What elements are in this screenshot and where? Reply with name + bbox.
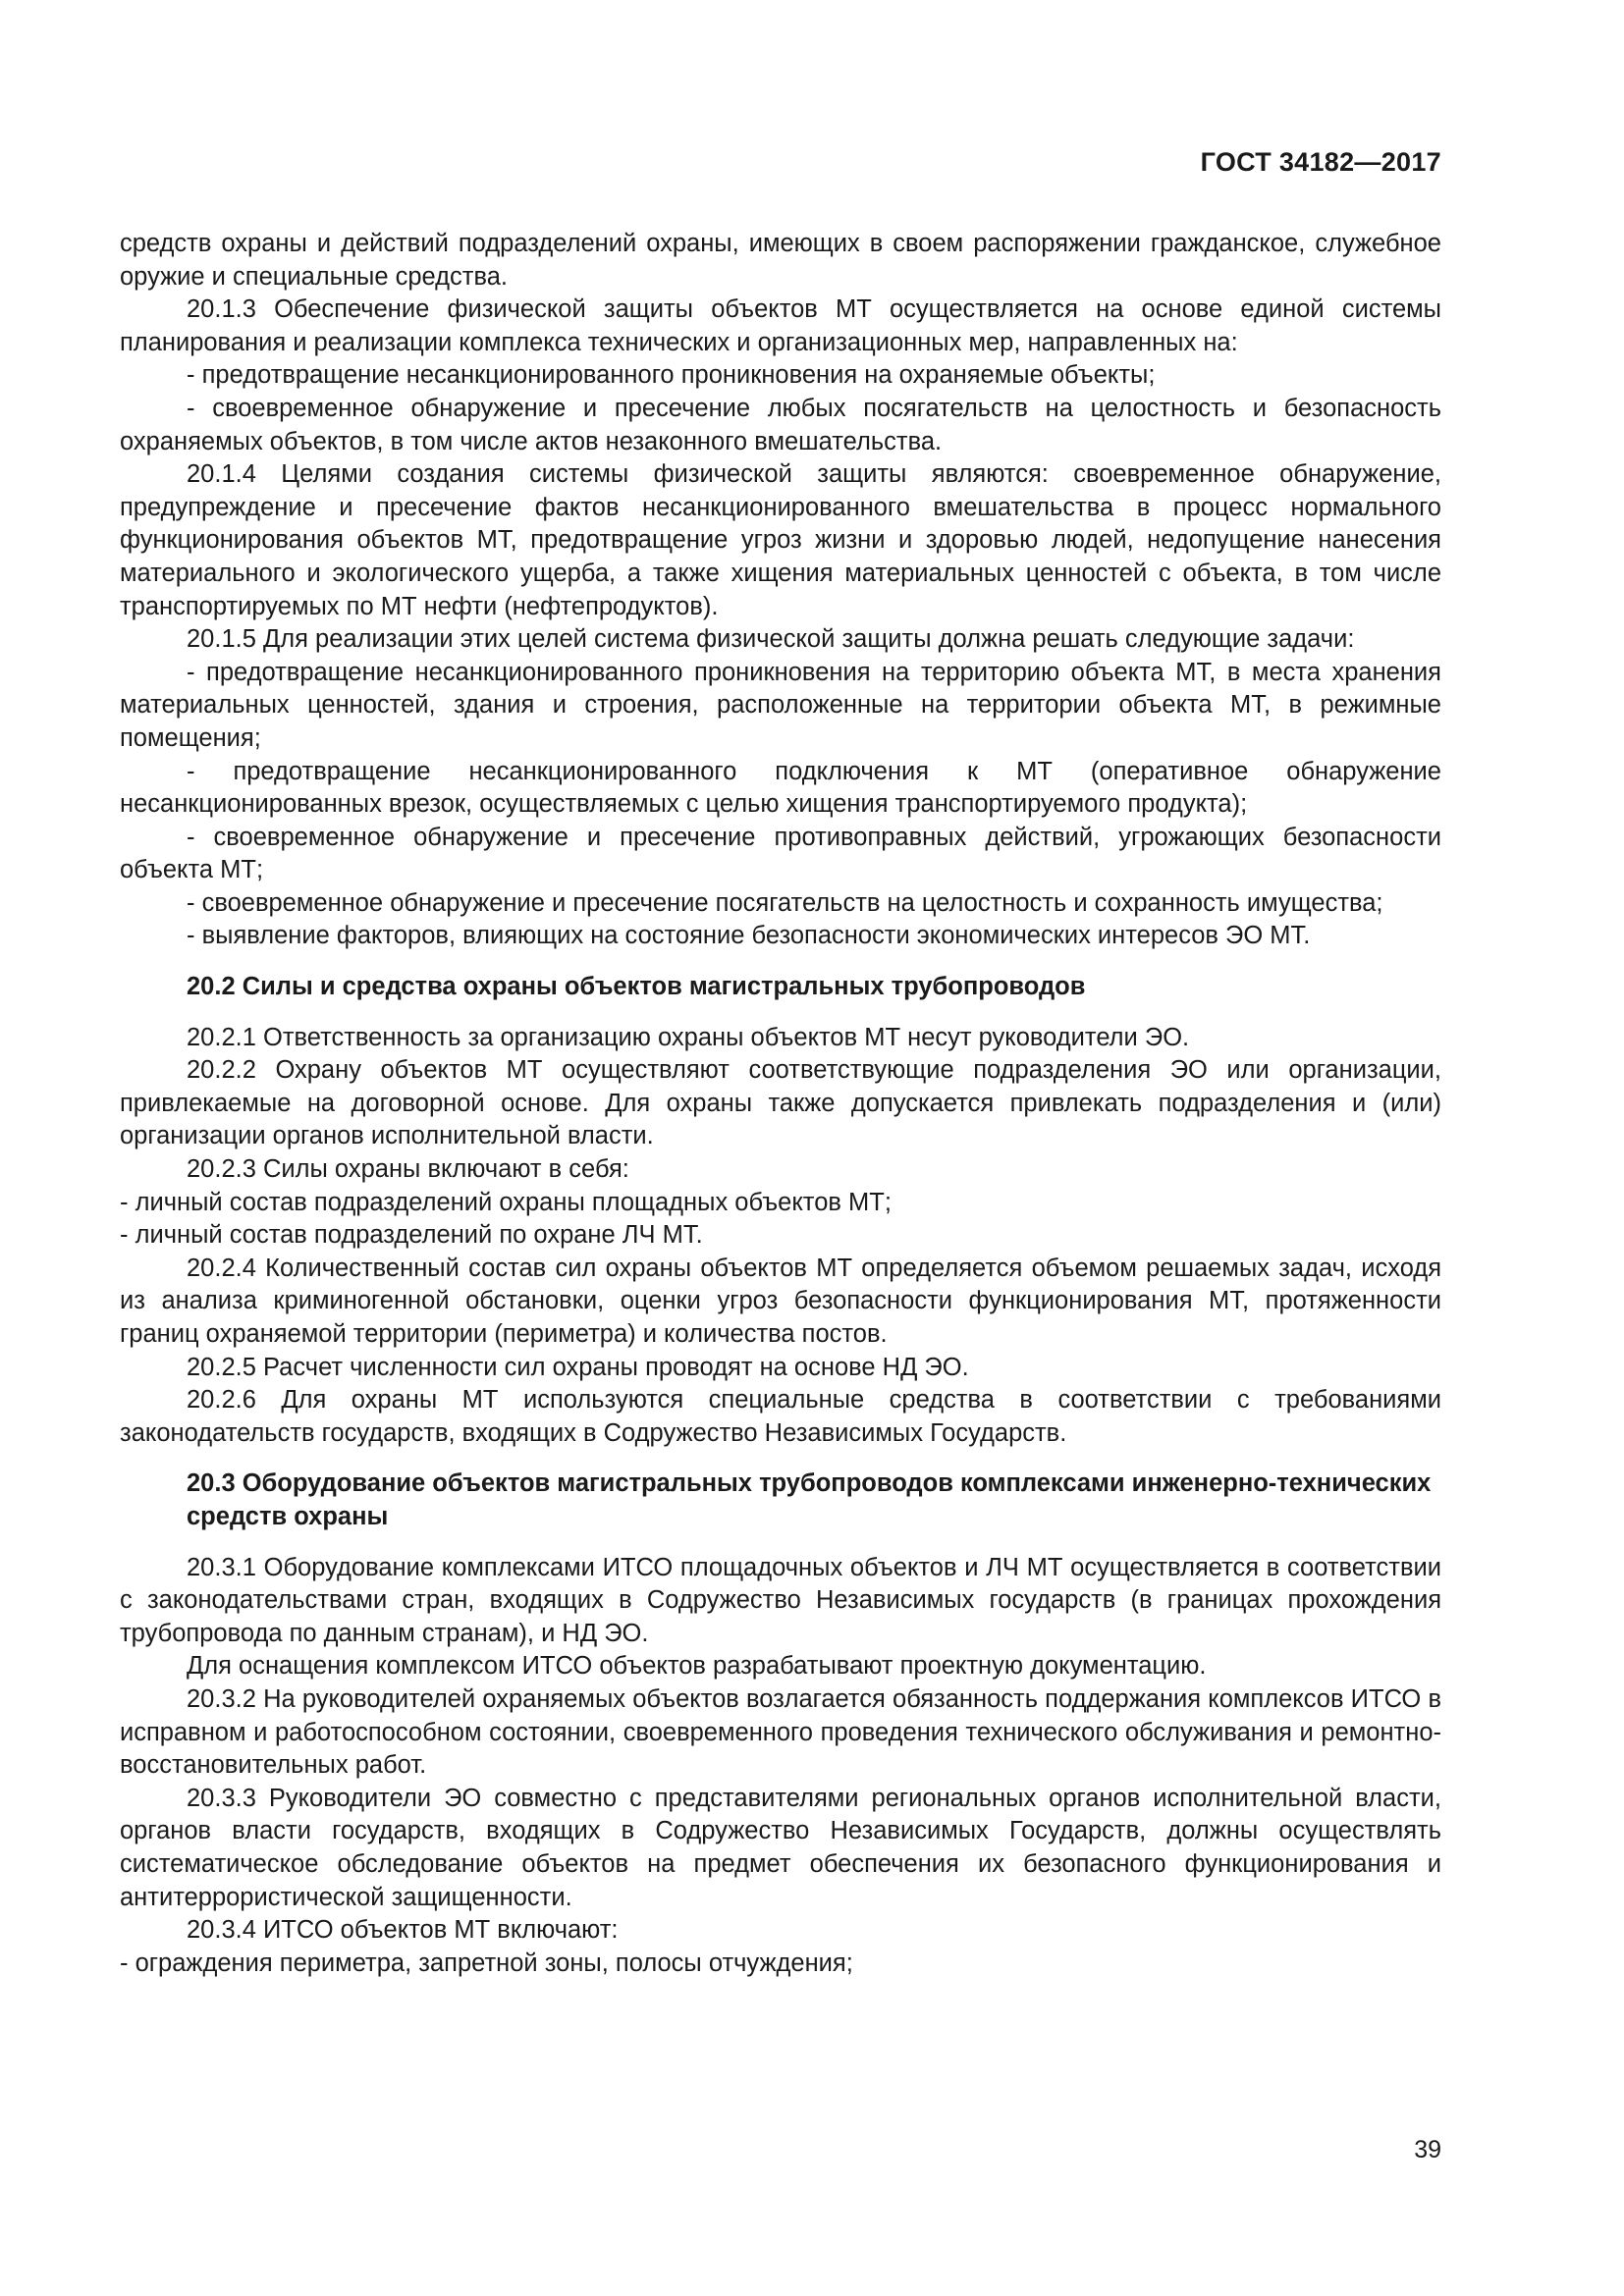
section-heading-20-3: 20.3 Оборудование объектов магистральных трубопроводов комплексами инженерно-технических средств охраны (187, 1469, 1432, 1530)
list-item: - личный состав подразделений по охране ЛЧ МТ. (120, 1221, 703, 1250)
list-item: - своевременное обнаружение и пресечение любых посягательств на целостность и безопасность охраняемых объектов, в том числе актов незаконного вмешательства. (120, 394, 1441, 455)
standard-header: ГОСТ 34182—2017 (1200, 147, 1441, 177)
list-item: - личный состав подразделений охраны площадных объектов МТ; (120, 1188, 892, 1216)
paragraph-20-1-3: 20.1.3 Обеспечение физической защиты объектов МТ осуществляется на основе единой системы планирования и реализации комплекса технических и организационных мер, направленных на: (120, 295, 1441, 356)
list-item: - предотвращение несанкционированного проникновения на охраняемые объекты; (187, 361, 1156, 390)
paragraph-20-3-3: 20.3.3 Руководители ЭО совместно с представителями региональных органов исполнительной власти, органов власти государств, входящих в Содружество Независимых Государств, должны осуществлять систематическое обследование объектов на предмет обеспечения их безопасного функционирования и антитеррористической защищенности. (120, 1784, 1441, 1911)
list-item: - предотвращение несанкционированного проникновения на территорию объекта МТ, в места хранения материальных ценностей, здания и строения, расположенные на территории объекта МТ, в режимные помещения; (120, 658, 1441, 752)
paragraph: средств охраны и действий подразделений охраны, имеющих в своем распоряжении гражданское, служебное оружие и специальные средства. (120, 230, 1441, 291)
paragraph-20-2-5: 20.2.5 Расчет численности сил охраны проводят на основе НД ЭО. (187, 1353, 969, 1381)
paragraph-20-1-4: 20.1.4 Целями создания системы физической защиты являются: своевременное обнаружение, предупреждение и пресечение фактов несанкционированного вмешательства в процесс нормального функционирования объектов МТ, предотвращение угроз жизни и здоровью людей, недопущение нанесения материального и экологического ущерба, а также хищения материальных ценностей с объекта, в том числе транспортируемых по МТ нефти (нефтепродуктов). (120, 460, 1441, 620)
list-item: - своевременное обнаружение и пресечение противоправных действий, угрожающих безопасности объекта МТ; (120, 823, 1441, 884)
list-item: - своевременное обнаружение и пресечение посягательств на целостность и сохранность имущества; (187, 888, 1383, 917)
paragraph-20-2-2: 20.2.2 Охрану объектов МТ осуществляют соответствующие подразделения ЭО или организации, привлекаемые на договорной основе. Для охраны также допускается привлекать подразделения и (или) организации органов исполнительной власти. (120, 1056, 1441, 1150)
paragraph-20-1-5: 20.1.5 Для реализации этих целей система физической защиты должна решать следующие задачи: (187, 625, 1355, 654)
paragraph-20-2-6: 20.2.6 Для охраны МТ используются специальные средства в соответствии с требованиями законодательств государств, входящих в Содружество Независимых Государств. (120, 1386, 1441, 1447)
paragraph-20-2-4: 20.2.4 Количественный состав сил охраны объектов МТ определяется объемом решаемых задач, исходя из анализа криминогенной обстановки, оценки угроз безопасности функционирования МТ, протяженности границ охраняемой территории (периметра) и количества постов. (120, 1254, 1441, 1348)
list-item: - ограждения периметра, запретной зоны, полосы отчуждения; (120, 1949, 853, 1977)
document-body (120, 228, 1441, 1980)
paragraph-20-2-1: 20.2.1 Ответственность за организацию охраны объектов МТ несут руководители ЭО. (187, 1023, 1190, 1051)
paragraph-20-3-4: 20.3.4 ИТСО объектов МТ включают: (187, 1916, 619, 1945)
page-number: 39 (1414, 2136, 1441, 2163)
section-heading-20-2: 20.2 Силы и средства охраны объектов магистральных трубопроводов (187, 973, 1086, 1001)
paragraph-20-2-3: 20.2.3 Силы охраны включают в себя: (187, 1155, 629, 1184)
list-item: - выявление факторов, влияющих на состояние безопасности экономических интересов ЭО МТ. (187, 922, 1311, 950)
paragraph-20-3-2: 20.3.2 На руководителей охраняемых объектов возлагается обязанность поддержания комплексов ИТСО в исправном и работоспособном состоянии, своевременного проведения технического обслуживания и ремонтно-восстановительных работ. (120, 1684, 1441, 1780)
list-item: - предотвращение несанкционированного подключения к МТ (оперативное обнаружение несанкционированных врезок, осуществляемых с целью хищения транспортируемого продукта); (120, 757, 1441, 819)
paragraph: Для оснащения комплексом ИТСО объектов разрабатывают проектную документацию. (187, 1652, 1207, 1681)
paragraph-20-3-1: 20.3.1 Оборудование комплексами ИТСО площадочных объектов и ЛЧ МТ осуществляется в соответствии с законодательствами стран, входящих в Содружество Независимых государств (в границах прохождения трубопровода по данным странам), и НД ЭО. (120, 1553, 1441, 1647)
